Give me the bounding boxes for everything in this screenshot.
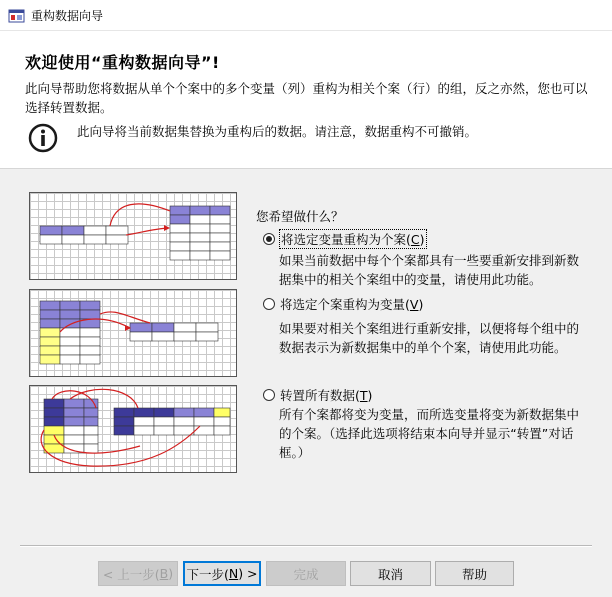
source-table (40, 301, 100, 364)
finish-button[interactable]: 完成 (266, 561, 346, 586)
back-button[interactable]: < 上一步( B ) (98, 561, 178, 586)
target-table (170, 206, 230, 260)
source-table (44, 399, 98, 453)
radio-button[interactable] (263, 389, 275, 401)
option-label[interactable]: 将选定个案重构为变量(V) (280, 297, 424, 312)
question-label: 您希望做什么？ (256, 209, 344, 224)
option-description: 如果当前数据中每个个案都具有一些要重新安排到新数据集中的相关个案组中的变量，请使用此功能。 (279, 253, 580, 287)
footer-divider (20, 545, 592, 547)
cancel-button[interactable]: 取消 (350, 561, 431, 586)
radio-button-selected[interactable] (263, 233, 275, 245)
radio-button[interactable] (263, 298, 275, 310)
option-description: 如果要对相关个案组进行重新安排，以便将每个组中的数据表示为新数据集中的单个个案，请使用此功能。 (279, 321, 580, 355)
window-title: 重构数据向导 (31, 9, 104, 23)
title-bar (0, 0, 612, 31)
diagram-transpose (29, 385, 237, 473)
arrow-icon (110, 204, 170, 226)
option-label[interactable]: 转置所有数据(T) (280, 388, 373, 403)
target-table (130, 323, 218, 341)
option-cases-to-vars[interactable] (263, 295, 423, 313)
diagram-variables-to-cases (29, 192, 237, 280)
wizard-header (0, 31, 612, 169)
page-title: 欢迎使用“重构数据向导”! (25, 53, 220, 72)
help-button[interactable]: 帮助 (435, 561, 514, 586)
option-vars-to-cases[interactable] (263, 230, 426, 248)
source-table (40, 226, 128, 244)
wizard-description: 此向导帮助您将数据从单个个案中的多个变量（列）重构为相关个案（行）的组，反之亦然，您也可以选择转置数据。 (25, 81, 588, 115)
target-table (114, 408, 230, 435)
info-icon (28, 123, 58, 153)
next-button[interactable]: 下一步( N ) > (183, 561, 261, 586)
diagram-cases-to-variables (29, 289, 237, 377)
app-icon (8, 7, 25, 24)
option-label[interactable]: 将选定变量重构为个案(C) (281, 232, 425, 247)
option-transpose[interactable] (263, 386, 372, 404)
warning-text: 此向导将当前数据集替换为重构后的数据。请注意，数据重构不可撤销。 (77, 124, 478, 139)
option-description: 所有个案都将变为变量，而所选变量将变为新数据集中的个案。（选择此选项将结束本向导并显示“转置”对话框。） (279, 407, 580, 460)
